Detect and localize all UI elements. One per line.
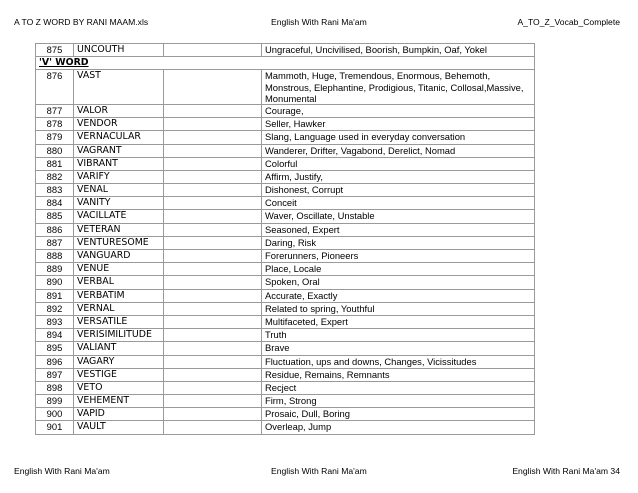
vocab-word: VESTIGE [74, 368, 164, 381]
word-meaning: Fluctuation, ups and downs, Changes, Vicissitudes [262, 355, 535, 368]
word-meaning: Affirm, Justify, [262, 170, 535, 183]
header-left-text: A TO Z WORD BY RANI MAAM.xls [14, 17, 149, 27]
empty-cell [164, 44, 262, 57]
entry-number: 895 [36, 342, 74, 355]
empty-cell [164, 223, 262, 236]
vocab-table-body [36, 44, 535, 435]
table-row [36, 250, 535, 263]
entry-number: 881 [36, 157, 74, 170]
entry-number: 875 [36, 44, 74, 57]
entry-number: 887 [36, 236, 74, 249]
word-meaning: Slang, Language used in everyday conversation [262, 131, 535, 144]
word-meaning: Prosaic, Dull, Boring [262, 408, 535, 421]
word-meaning: Overleap, Jump [262, 421, 535, 434]
word-meaning: Residue, Remains, Remnants [262, 368, 535, 381]
vocab-word: VENTURESOME [74, 236, 164, 249]
entry-number: 882 [36, 170, 74, 183]
empty-cell [164, 329, 262, 342]
vocab-word: VAST [74, 70, 164, 105]
entry-number: 884 [36, 197, 74, 210]
vocab-word: VEHEMENT [74, 395, 164, 408]
entry-number: 888 [36, 250, 74, 263]
empty-cell [164, 381, 262, 394]
table-row [36, 395, 535, 408]
header-right-text: A_TO_Z_Vocab_Complete [517, 17, 620, 27]
entry-number: 878 [36, 118, 74, 131]
vocab-word: VETO [74, 381, 164, 394]
vocab-word: VERNAL [74, 302, 164, 315]
empty-cell [164, 210, 262, 223]
vocab-word: VALIANT [74, 342, 164, 355]
empty-cell [164, 408, 262, 421]
footer-center-text: English With Rani Ma'am [271, 466, 367, 476]
empty-cell [164, 236, 262, 249]
word-meaning: Waver, Oscillate, Unstable [262, 210, 535, 223]
entry-number: 886 [36, 223, 74, 236]
entry-number: 892 [36, 302, 74, 315]
table-row [36, 329, 535, 342]
word-meaning: Place, Locale [262, 263, 535, 276]
entry-number: 901 [36, 421, 74, 434]
word-meaning: Spoken, Oral [262, 276, 535, 289]
vocab-table [35, 43, 535, 435]
word-meaning: Multifaceted, Expert [262, 315, 535, 328]
word-meaning: Recject [262, 381, 535, 394]
vocab-word: VACILLATE [74, 210, 164, 223]
vocab-word: VAPID [74, 408, 164, 421]
empty-cell [164, 144, 262, 157]
empty-cell [164, 157, 262, 170]
empty-cell [164, 395, 262, 408]
vocab-word: VERNACULAR [74, 131, 164, 144]
table-row [36, 355, 535, 368]
empty-cell [164, 263, 262, 276]
table-row [36, 223, 535, 236]
table-row [36, 263, 535, 276]
empty-cell [164, 70, 262, 105]
table-row [36, 157, 535, 170]
vocab-word: VANITY [74, 197, 164, 210]
entry-number: 894 [36, 329, 74, 342]
vocab-word: VENDOR [74, 118, 164, 131]
word-meaning: Brave [262, 342, 535, 355]
entry-number: 897 [36, 368, 74, 381]
word-meaning: Forerunners, Pioneers [262, 250, 535, 263]
empty-cell [164, 368, 262, 381]
vocab-word: VAULT [74, 421, 164, 434]
word-meaning: Accurate, Exactly [262, 289, 535, 302]
word-meaning: Truth [262, 329, 535, 342]
vocab-word: VERISIMILITUDE [74, 329, 164, 342]
entry-number: 893 [36, 315, 74, 328]
empty-cell [164, 342, 262, 355]
table-row [36, 118, 535, 131]
entry-number: 885 [36, 210, 74, 223]
empty-cell [164, 131, 262, 144]
empty-cell [164, 250, 262, 263]
entry-number: 879 [36, 131, 74, 144]
empty-cell [164, 421, 262, 434]
entry-number: 889 [36, 263, 74, 276]
table-row [36, 144, 535, 157]
footer-right-text: English With Rani Ma'am 34 [512, 466, 620, 476]
vocab-word: VETERAN [74, 223, 164, 236]
table-row [36, 44, 535, 57]
word-meaning: Wanderer, Drifter, Vagabond, Derelict, Nomad [262, 144, 535, 157]
table-row [36, 368, 535, 381]
vocab-word: VERBAL [74, 276, 164, 289]
word-meaning: Daring, Risk [262, 236, 535, 249]
vocab-word: VERBATIM [74, 289, 164, 302]
empty-cell [164, 170, 262, 183]
word-meaning: Dishonest, Corrupt [262, 184, 535, 197]
entry-number: 896 [36, 355, 74, 368]
word-meaning: Firm, Strong [262, 395, 535, 408]
empty-cell [164, 184, 262, 197]
table-row [36, 131, 535, 144]
table-row [36, 342, 535, 355]
entry-number: 900 [36, 408, 74, 421]
table-row [36, 276, 535, 289]
word-meaning: Mammoth, Huge, Tremendous, Enormous, Behemoth, Monstrous, Elephantine, Prodigious, Titanic, Collosal,Massive, Monumental [262, 70, 535, 105]
table-row [36, 70, 535, 105]
table-row [36, 408, 535, 421]
empty-cell [164, 118, 262, 131]
vocab-word: VANGUARD [74, 250, 164, 263]
word-meaning: Conceit [262, 197, 535, 210]
vocab-word: VAGARY [74, 355, 164, 368]
table-row [36, 210, 535, 223]
entry-number: 877 [36, 104, 74, 117]
vocab-word: VIBRANT [74, 157, 164, 170]
entry-number: 899 [36, 395, 74, 408]
empty-cell [164, 302, 262, 315]
word-meaning: Ungraceful, Uncivilised, Boorish, Bumpkin, Oaf, Yokel [262, 44, 535, 57]
vocab-word: VARIFY [74, 170, 164, 183]
table-row [36, 381, 535, 394]
vocab-word: VENAL [74, 184, 164, 197]
table-row [36, 236, 535, 249]
empty-cell [164, 197, 262, 210]
table-row [36, 302, 535, 315]
vocab-word: VAGRANT [74, 144, 164, 157]
entry-number: 890 [36, 276, 74, 289]
entry-number: 883 [36, 184, 74, 197]
header-center-text: English With Rani Ma'am [271, 17, 367, 27]
table-row [36, 170, 535, 183]
footer-left-text: English With Rani Ma'am [14, 466, 110, 476]
section-heading: 'V' WORD [36, 57, 535, 70]
section-heading-row [36, 57, 535, 70]
empty-cell [164, 276, 262, 289]
word-meaning: Courage, [262, 104, 535, 117]
vocab-word: VERSATILE [74, 315, 164, 328]
word-meaning: Seasoned, Expert [262, 223, 535, 236]
empty-cell [164, 355, 262, 368]
entry-number: 876 [36, 70, 74, 105]
vocab-word: VENUE [74, 263, 164, 276]
entry-number: 891 [36, 289, 74, 302]
word-meaning: Colorful [262, 157, 535, 170]
vocab-word: VALOR [74, 104, 164, 117]
table-row [36, 104, 535, 117]
table-row [36, 289, 535, 302]
table-row [36, 197, 535, 210]
empty-cell [164, 289, 262, 302]
entry-number: 898 [36, 381, 74, 394]
word-meaning: Related to spring, Youthful [262, 302, 535, 315]
word-meaning: Seller, Hawker [262, 118, 535, 131]
empty-cell [164, 315, 262, 328]
entry-number: 880 [36, 144, 74, 157]
table-row [36, 184, 535, 197]
table-row [36, 315, 535, 328]
empty-cell [164, 104, 262, 117]
table-row [36, 421, 535, 434]
vocab-word: UNCOUTH [74, 44, 164, 57]
